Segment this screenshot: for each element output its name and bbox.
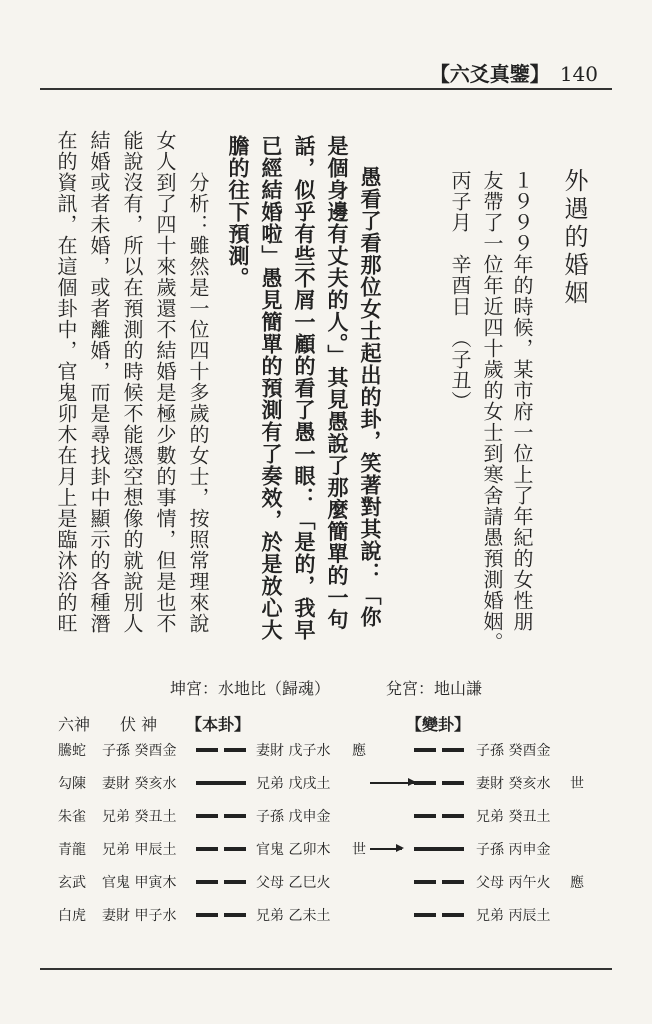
six-spirit: 青龍 — [58, 842, 86, 858]
fushen-label: 子孫 癸酉金 — [102, 743, 177, 759]
paragraph-line: 話，似乎有些不屑一顧的看了愚一眼：「是的，我早 — [292, 135, 316, 641]
paragraph-line: 友帶了一位年近四十歲的女士到寒舍請愚預測婚姻。 — [480, 170, 504, 653]
paragraph-line: 能說沒有，所以在預測的時候不能憑空想像的就說別人 — [120, 130, 144, 634]
six-spirit: 勾陳 — [58, 776, 86, 792]
fushen-label: 官鬼 甲寅木 — [102, 875, 177, 891]
main-yao-label: 官鬼 乙卯木 — [256, 842, 331, 858]
changed-palace-label: 兌宮：地山謙 — [386, 679, 483, 698]
changed-yao-label: 子孫 癸酉金 — [476, 743, 551, 759]
main-yao-line — [196, 847, 246, 851]
changed-yao-line — [414, 880, 464, 884]
main-palace-label: 坤宮：水地比（歸魂） — [170, 679, 331, 698]
shi-ying-mark: 應 — [352, 743, 366, 759]
shi-ying-mark: 世 — [352, 842, 366, 858]
page-number: 140 — [559, 62, 598, 86]
main-yao-label: 兄弟 乙未土 — [256, 908, 331, 924]
main-yao-label: 父母 乙巳火 — [256, 875, 331, 891]
six-spirit: 朱雀 — [58, 809, 86, 825]
changed-yao-line — [414, 748, 464, 752]
hexagram-row — [40, 868, 600, 894]
spirits-header: 六神 — [58, 715, 91, 734]
fushen-label: 兄弟 甲辰土 — [102, 842, 177, 858]
main-yao-label: 妻財 戊子水 — [256, 743, 331, 759]
paragraph-line: 已經結婚啦」愚見簡單的預測有了奏效，於是放心大 — [259, 135, 283, 641]
fushen-label: 妻財 癸亥水 — [102, 776, 177, 792]
paragraph-line: 是個身邊有丈夫的人。」其見愚說了那麼簡單的一句 — [325, 135, 349, 631]
main-yao-label: 兄弟 戊戌土 — [256, 776, 331, 792]
change-arrow-icon — [370, 782, 414, 784]
changed-yao-label: 兄弟 丙辰土 — [476, 908, 551, 924]
paragraph-line: 愚看了看那位女士起出的卦，笑著對其說：「你 — [358, 166, 382, 628]
date-line: 丙子月 辛酉日 （子丑） — [448, 170, 472, 412]
main-hexagram-header: 【本卦】 — [186, 715, 251, 734]
fushen-label: 妻財 甲子水 — [102, 908, 177, 924]
hexagram-row — [40, 769, 600, 795]
paragraph-line: 膽的往下預測。 — [226, 135, 250, 289]
main-yao-line — [196, 748, 246, 752]
hexagram-row — [40, 802, 600, 828]
changed-hexagram-header: 【變卦】 — [406, 715, 471, 734]
fushen-header: 伏 神 — [120, 715, 158, 734]
six-spirit: 玄武 — [58, 875, 86, 891]
changed-yao-label: 父母 丙午火 — [476, 875, 551, 891]
paragraph-line: 女人到了四十來歲還不結婚是極少數的事情，但是也不 — [153, 130, 177, 634]
changed-yao-label: 兄弟 癸丑土 — [476, 809, 551, 825]
changed-yao-label: 子孫 丙申金 — [476, 842, 551, 858]
main-yao-line — [196, 781, 246, 785]
six-spirit: 騰蛇 — [58, 743, 86, 759]
fushen-label: 兄弟 癸丑土 — [102, 809, 177, 825]
paragraph-line: 分析：雖然是一位四十多歲的女士，按照常理來說 — [186, 172, 210, 634]
changed-yao-line — [414, 781, 464, 785]
paragraph-line: １９９９年的時候，某市府一位上了年紀的女性朋 — [510, 170, 534, 632]
hexagram-row — [40, 736, 600, 762]
main-yao-line — [196, 814, 246, 818]
running-header — [430, 58, 598, 87]
book-title: 【六爻真鑒】 — [429, 62, 550, 86]
changed-yao-label: 妻財 癸亥水 — [476, 776, 551, 792]
six-spirit: 白虎 — [58, 908, 86, 924]
main-yao-line — [196, 880, 246, 884]
paragraph-line: 在的資訊，在這個卦中，官鬼卯木在月上是臨沐浴的旺 — [54, 130, 78, 634]
changed-shi-ying-mark: 應 — [570, 875, 584, 891]
changed-yao-line — [414, 814, 464, 818]
changed-shi-ying-mark: 世 — [570, 776, 584, 792]
hexagram-row — [40, 835, 600, 861]
paragraph-line: 結婚或者未婚，或者離婚，而是尋找卦中顯示的各種潛 — [87, 130, 111, 634]
main-yao-line — [196, 913, 246, 917]
main-yao-label: 子孫 戊申金 — [256, 809, 331, 825]
changed-yao-line — [414, 913, 464, 917]
change-arrow-icon — [370, 848, 402, 850]
header-rule — [40, 88, 612, 90]
changed-yao-line — [414, 847, 464, 851]
section-title: 外遇的婚姻 — [560, 168, 588, 308]
hexagram-row — [40, 901, 600, 927]
footer-rule — [40, 968, 612, 970]
